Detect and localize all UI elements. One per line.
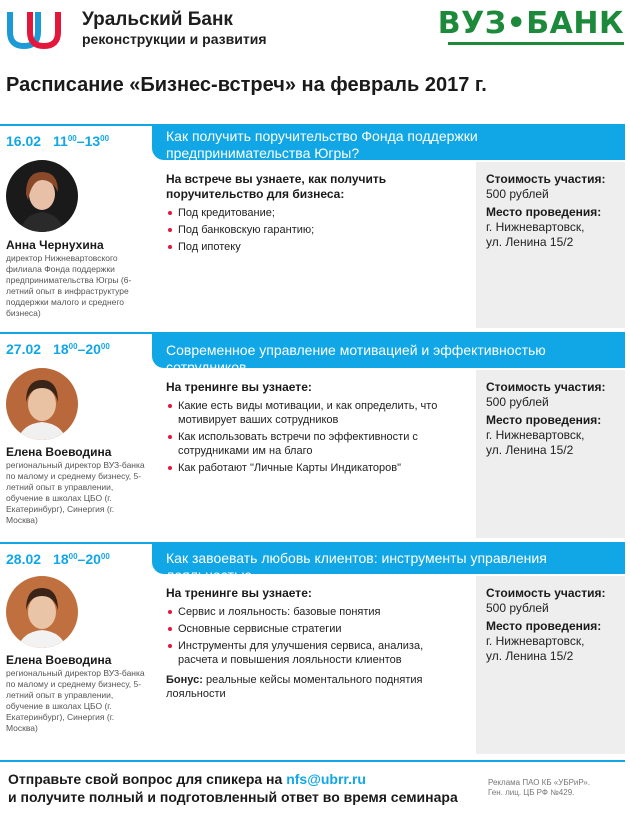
list-item: Сервис и лояльность: базовые понятия <box>166 605 466 619</box>
list-item: Как работают "Личные Карты Индикаторов" <box>166 461 466 475</box>
learn-list <box>166 399 466 475</box>
footer-line1: Отправьте свой вопрос для спикера на nfs@ubrr.ru <box>8 771 366 787</box>
session-2 <box>0 332 630 538</box>
place-street: ул. Ленина 15/2 <box>486 649 574 663</box>
session-1 <box>0 124 630 328</box>
list-item: Под банковскую гарантию; <box>166 223 466 237</box>
email-link[interactable]: nfs@ubrr.ru <box>286 771 366 787</box>
session-time: $18^{00}-20^{00}$ <box>53 341 110 357</box>
session-date: 28.02 <box>6 551 42 567</box>
price-value: 500 рублей <box>486 395 549 409</box>
place-street: ул. Ленина 15/2 <box>486 443 574 457</box>
price-label: Стоимость участия: <box>486 172 606 186</box>
learn-list <box>166 605 466 667</box>
session-topic: Современное управление мотивацией и эффективностью сотрудников <box>152 332 625 368</box>
bonus-note <box>166 673 466 701</box>
session-time: $18^{00}-20^{00}$ <box>53 551 110 567</box>
legal-line1: Реклама ПАО КБ «УБРиР». <box>488 778 590 787</box>
learn-title: На встрече вы узнаете, как получить поручительство для бизнеса: <box>166 172 387 201</box>
list-item: Основные сервисные стратегии <box>166 622 466 636</box>
session-date: 27.02 <box>6 341 42 357</box>
speaker-bio: региональный директор ВУЗ-банка по малому и среднему бизнесу, 5-летний опыт в управлении, обучение в школах ЦБО (г. Екатеринбург), Синергия (г. Москва) <box>6 460 145 525</box>
place-city: г. Нижневартовск, <box>486 428 585 442</box>
session-info-panel <box>476 576 625 754</box>
session-topic: Как завоевать любовь клиентов: инструменты управления лояльностью <box>152 542 625 574</box>
speaker-name: Елена Воеводина <box>6 445 112 459</box>
legal-note <box>488 778 590 798</box>
learn-list <box>166 206 466 254</box>
bank-name-line2: реконструкции и развития <box>82 31 267 47</box>
session-info-panel <box>476 162 625 328</box>
place-city: г. Нижневартовск, <box>486 634 585 648</box>
vuz-bank-logo: ВУЗ•БАНК <box>437 6 624 41</box>
place-city: г. Нижневартовск, <box>486 220 585 234</box>
legal-line2: Ген. лиц. ЦБ РФ №429. <box>488 788 575 797</box>
speaker-photo <box>6 576 78 648</box>
footer-cta <box>8 770 458 806</box>
session-date-time <box>6 551 110 567</box>
place-label: Место проведения: <box>486 205 602 219</box>
speaker-photo <box>6 368 78 440</box>
speaker-bio: директор Нижневартовского филиала Фонда поддержки предпринимательства Югры (6-летний опыт в инфраструктуре поддержки малого и среднего бизнеса) <box>6 253 132 318</box>
session-3 <box>0 542 630 754</box>
speaker-bio: региональный директор ВУЗ-банка по малому и среднему бизнесу, 5-летний опыт в управлении, обучение в школах ЦБО (г. Екатеринбург), Синергия (г. Москва) <box>6 668 145 733</box>
session-time: $11^{00}-13^{00}$ <box>53 133 110 149</box>
session-date: 16.02 <box>6 133 42 149</box>
list-item: Как использовать встречи по эффективности с сотрудниками им на благо <box>166 430 466 458</box>
learn-title: На тренинге вы узнаете: <box>166 586 312 600</box>
footer-line2: и получите полный и подготовленный ответ во время семинара <box>8 789 458 805</box>
session-topic: Как получить поручительство Фонда поддержки предпринимательства Югры? <box>152 124 625 160</box>
session-info-panel <box>476 370 625 538</box>
session-date-time <box>6 133 109 149</box>
learn-title: На тренинге вы узнаете: <box>166 380 312 394</box>
page-title: Расписание «Бизнес-встреч» на февраль 2017 г. <box>6 74 487 96</box>
session-learn-block <box>166 586 466 701</box>
bonus-label: Бонус: <box>166 674 203 686</box>
place-street: ул. Ленина 15/2 <box>486 235 574 249</box>
vuz-logo-underline <box>448 42 624 45</box>
price-label: Стоимость участия: <box>486 380 606 394</box>
list-item: Инструменты для улучшения сервиса, анализа, расчета и повышения лояльности клиентов <box>166 639 466 667</box>
speaker-name: Елена Воеводина <box>6 653 112 667</box>
place-label: Место проведения: <box>486 413 602 427</box>
ubrr-logo-icon <box>4 6 64 52</box>
list-item: Какие есть виды мотивации, и как определить, что мотивирует ваших сотрудников <box>166 399 466 427</box>
footer-divider <box>0 760 625 762</box>
place-label: Место проведения: <box>486 619 602 633</box>
list-item: Под кредитование; <box>166 206 466 220</box>
header <box>0 0 630 62</box>
session-learn-block <box>166 172 466 257</box>
speaker-name: Анна Чернухина <box>6 238 104 252</box>
bank-name <box>82 9 267 48</box>
list-item: Под ипотеку <box>166 240 466 254</box>
session-date-time <box>6 341 110 357</box>
bonus-text: реальные кейсы моментального поднятия лояльности <box>166 674 423 700</box>
price-value: 500 рублей <box>486 601 549 615</box>
price-value: 500 рублей <box>486 187 549 201</box>
session-learn-block <box>166 380 466 478</box>
price-label: Стоимость участия: <box>486 586 606 600</box>
bank-name-line1: Уральский Банк <box>82 9 233 30</box>
speaker-photo <box>6 160 78 232</box>
